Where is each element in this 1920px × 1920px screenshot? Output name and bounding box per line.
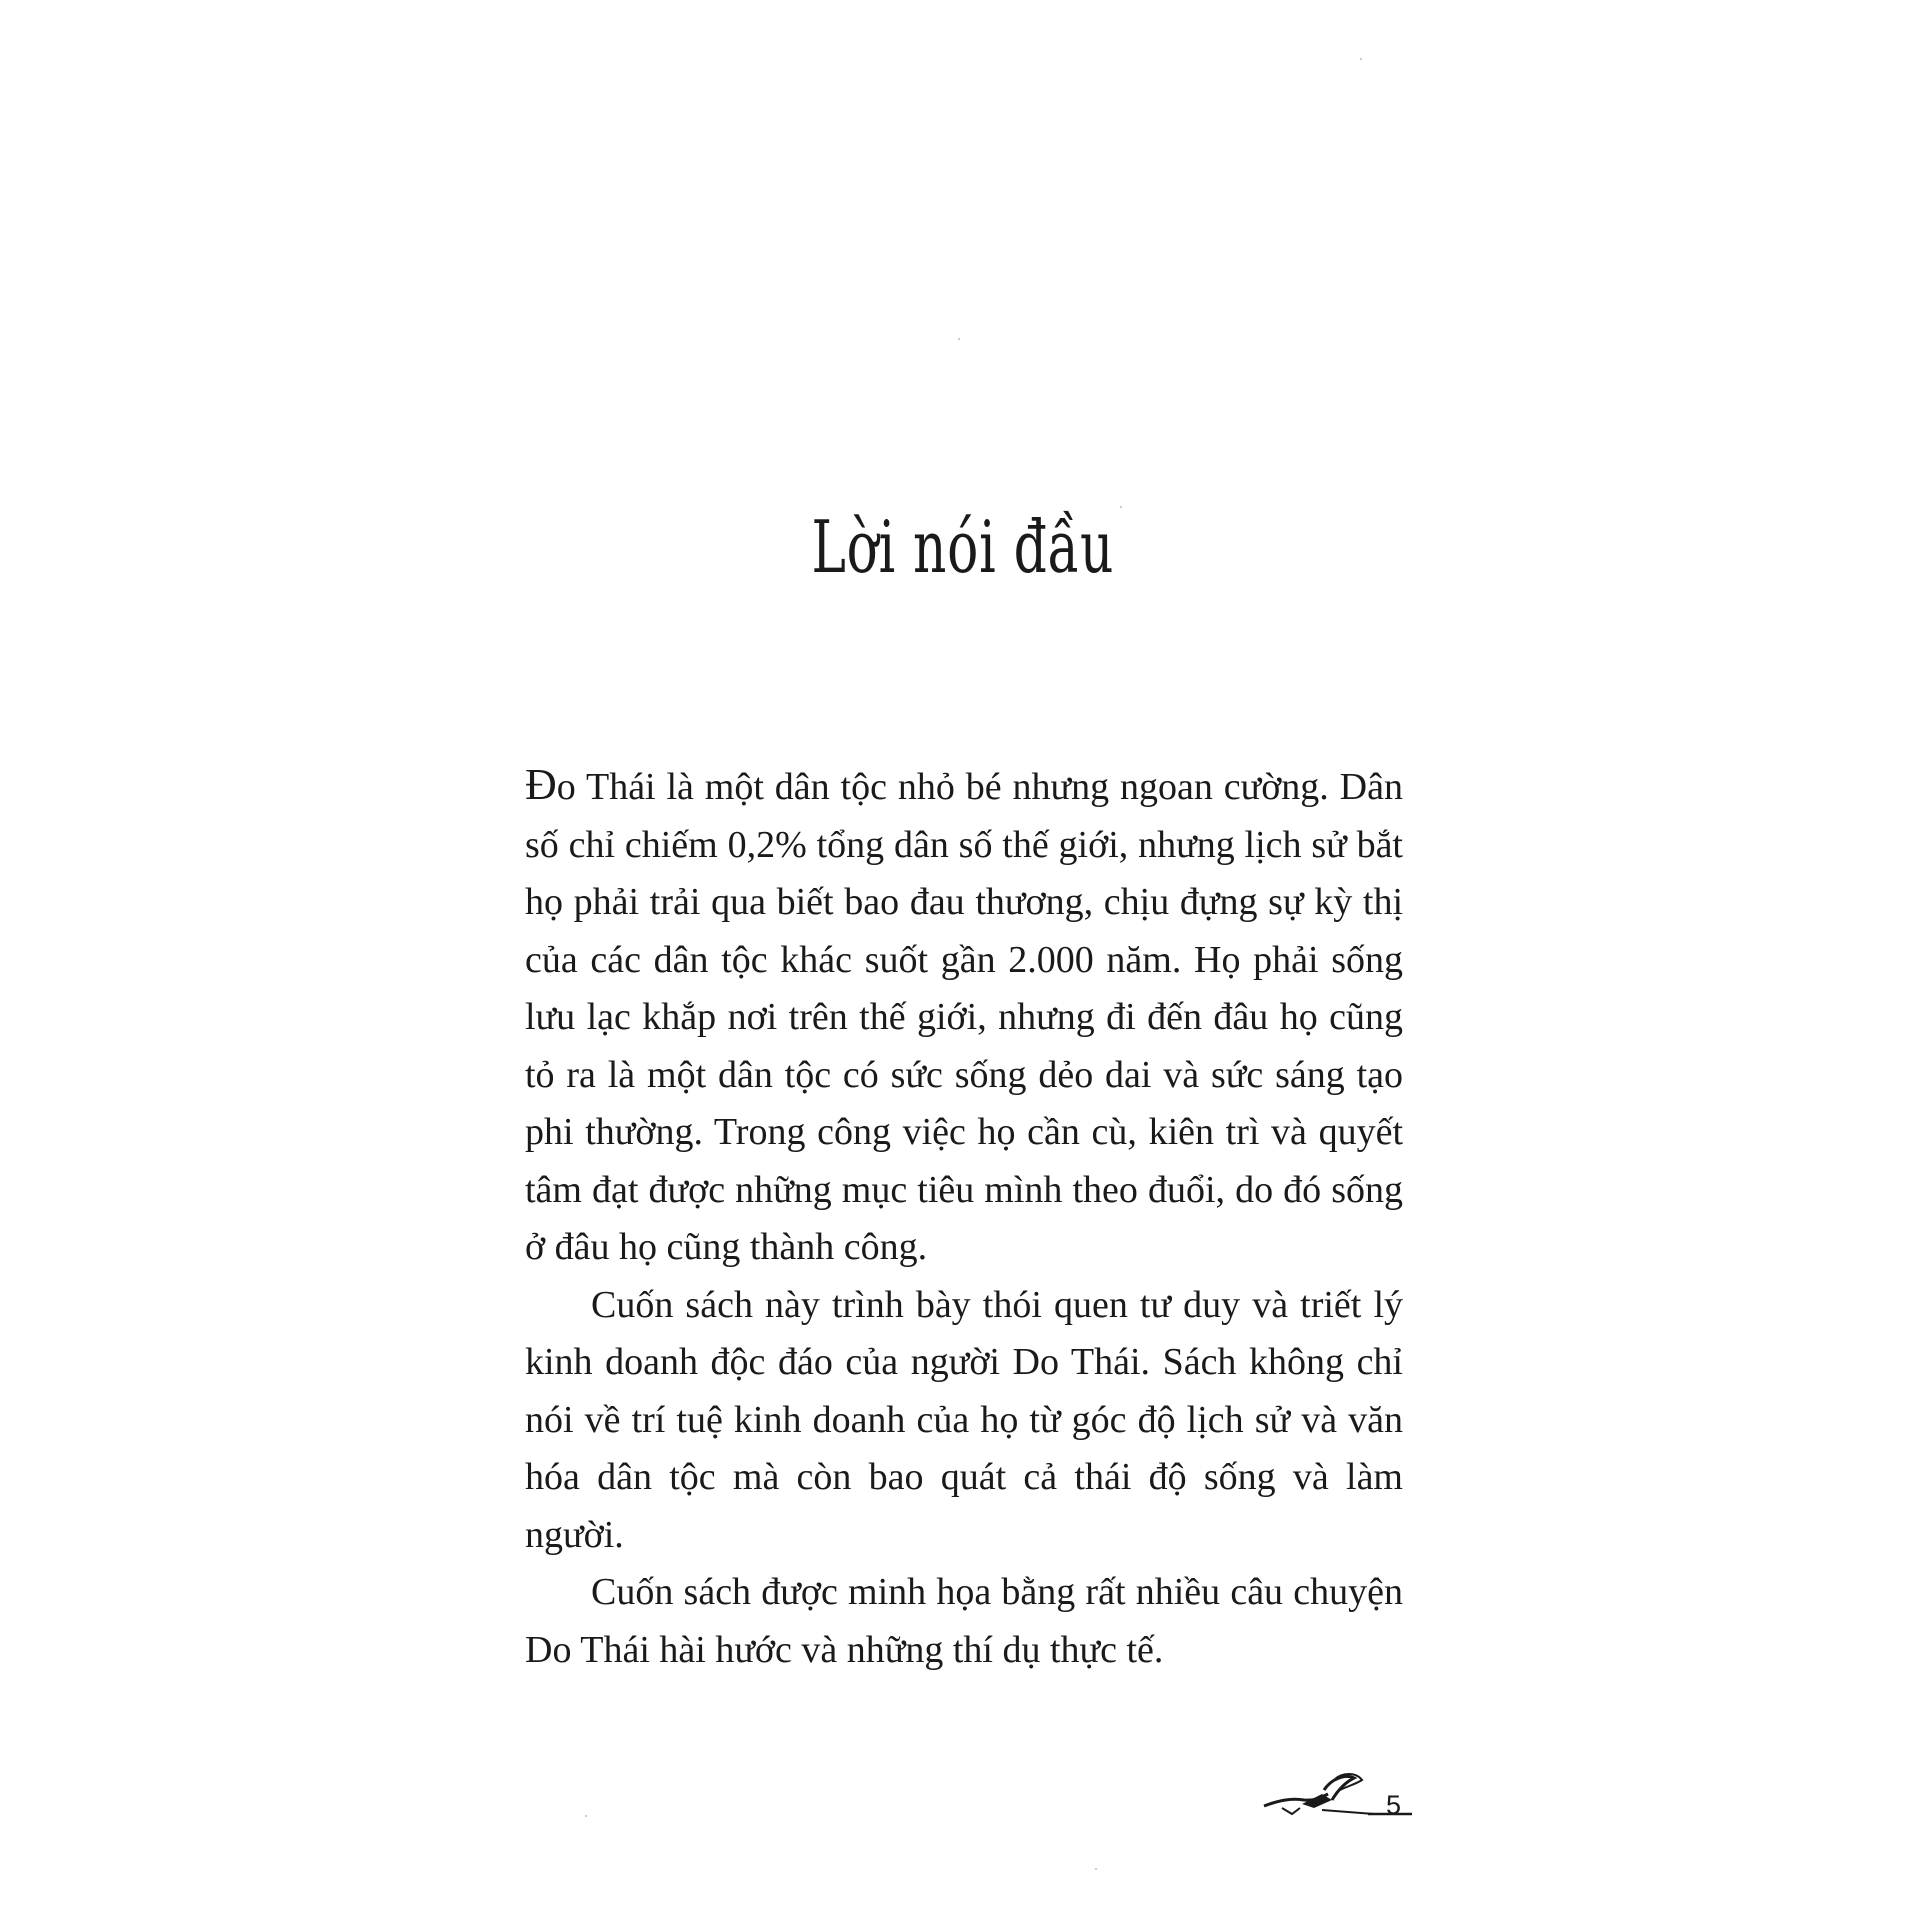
paper-speck <box>958 338 960 340</box>
paper-speck <box>1095 1868 1097 1870</box>
paragraph-first-letter: Đ <box>525 760 557 809</box>
paragraph-3: Cuốn sách được minh họa bằng rất nhiều câu chuyện Do Thái hài hước và những thí dụ thực tế. <box>525 1571 1403 1671</box>
paragraph-1 <box>525 756 1403 1277</box>
page-number: 5 <box>1386 1790 1402 1820</box>
paper-speck <box>1360 58 1362 60</box>
body-text <box>525 756 1403 1679</box>
paragraph-text: o Thái là một dân tộc nhỏ bé nhưng ngoan cường. Dân số chỉ chiếm 0,2% tổng dân số thế giới, nhưng lịch sử bắt họ phải trải qua biết bao đau thương, chịu đựng sự kỳ thị của các dân tộc khác suốt gần 2.000 năm. Họ phải sống lưu lạc khắp nơi trên thế giới, nhưng đi đến đâu họ cũng tỏ ra là một dân tộc có sức sống dẻo dai và sức sáng tạo phi thường. Trong công việc họ cần cù, kiên trì và quyết tâm đạt được những mục tiêu mình theo đuổi, do đó sống ở đâu họ cũng thành công. <box>525 766 1403 1268</box>
chapter-title: Lời nói đầu <box>811 505 1115 589</box>
paragraph-2: Cuốn sách này trình bày thói quen tư duy và triết lý kinh doanh độc đáo của người Do Thái. Sách không chỉ nói về trí tuệ kinh doanh của họ từ góc độ lịch sử và văn hóa dân tộc mà còn bao quát cả thái độ sống và làm người. <box>525 1283 1403 1556</box>
paper-speck <box>585 1815 587 1817</box>
